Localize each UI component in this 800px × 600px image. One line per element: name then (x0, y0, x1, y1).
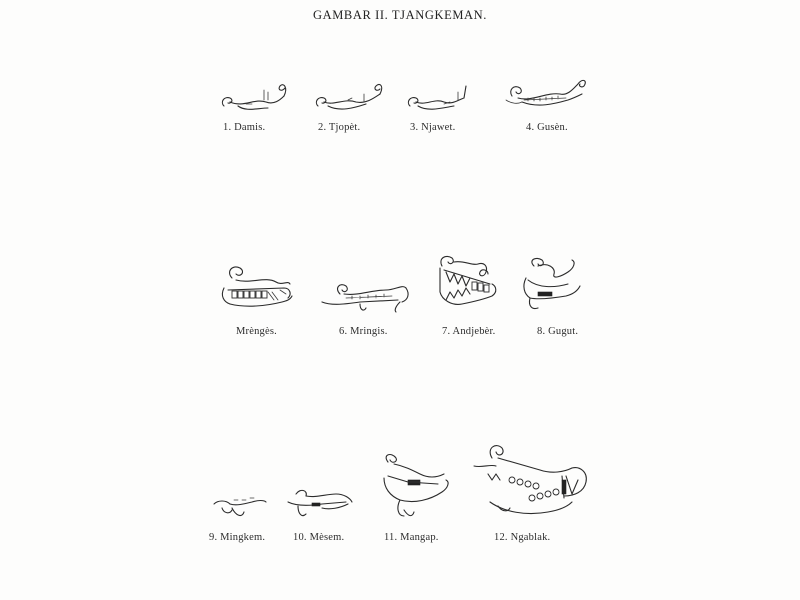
caption-3 (410, 122, 455, 133)
mouth-drawing-mringis (316, 272, 416, 322)
mouth-drawing-damis (218, 78, 298, 118)
caption-1 (223, 122, 265, 133)
caption-name: Mingkem. (220, 532, 266, 543)
caption-8 (537, 326, 578, 337)
figure-3-njawet (404, 80, 484, 120)
figure-11-mangap (378, 452, 458, 528)
mouth-drawing-gusen (502, 74, 592, 114)
caption-name: Njawet. (421, 122, 456, 133)
figure-12-ngablak (468, 440, 598, 528)
caption-number: 8. (537, 326, 546, 337)
caption-number: 2. (318, 122, 327, 133)
caption-12 (494, 532, 550, 543)
mouth-drawing-mesem (282, 484, 362, 528)
figure-2-tjopet (312, 80, 392, 120)
figure-6-mringis (316, 272, 416, 322)
mouth-drawing-andjeber (432, 252, 502, 322)
figure-8-gugut (518, 256, 588, 322)
caption-name: Mringis. (350, 326, 388, 337)
caption-number: 12. (494, 532, 508, 543)
caption-number: 1. (223, 122, 232, 133)
figure-5-mrenges (210, 262, 300, 322)
caption-9 (209, 532, 265, 543)
caption-number: 4. (526, 122, 535, 133)
caption-7 (442, 326, 495, 337)
mouth-drawing-mangap (378, 452, 458, 528)
mouth-drawing-ngablak (468, 440, 598, 528)
caption-number: 9. (209, 532, 218, 543)
caption-5 (236, 326, 277, 337)
caption-name: Tjopèt. (328, 122, 361, 133)
caption-name: Mrèngès. (236, 326, 277, 337)
mouth-drawing-gugut (518, 256, 588, 322)
caption-11 (384, 532, 439, 543)
caption-name: Mangap. (400, 532, 439, 543)
caption-number: 10. (293, 532, 307, 543)
figure-9-mingkem (208, 488, 278, 528)
caption-name: Damis. (234, 122, 266, 133)
caption-2 (318, 122, 360, 133)
mouth-drawing-njawet (404, 80, 484, 120)
caption-number: 11. (384, 532, 398, 543)
caption-name: Ngablak. (510, 532, 551, 543)
figure-1-damis (218, 78, 298, 118)
figure-10-mesem (282, 484, 362, 528)
caption-10 (293, 532, 344, 543)
mouth-drawing-mingkem (208, 488, 278, 528)
figure-7-andjeber (432, 252, 502, 322)
caption-name: Gugut. (548, 326, 579, 337)
mouth-drawing-tjopet (312, 80, 392, 120)
caption-name: Andjebèr. (452, 326, 496, 337)
mouth-drawing-mrenges (210, 262, 300, 322)
caption-number: 6. (339, 326, 348, 337)
page-title: GAMBAR II. TJANGKEMAN. (312, 8, 488, 22)
caption-number: 7. (442, 326, 451, 337)
caption-number: 3. (410, 122, 419, 133)
caption-6 (339, 326, 388, 337)
caption-name: Mèsem. (309, 532, 345, 543)
caption-4 (526, 122, 568, 133)
caption-name: Gusèn. (537, 122, 568, 133)
figure-4-gusen (502, 74, 592, 114)
